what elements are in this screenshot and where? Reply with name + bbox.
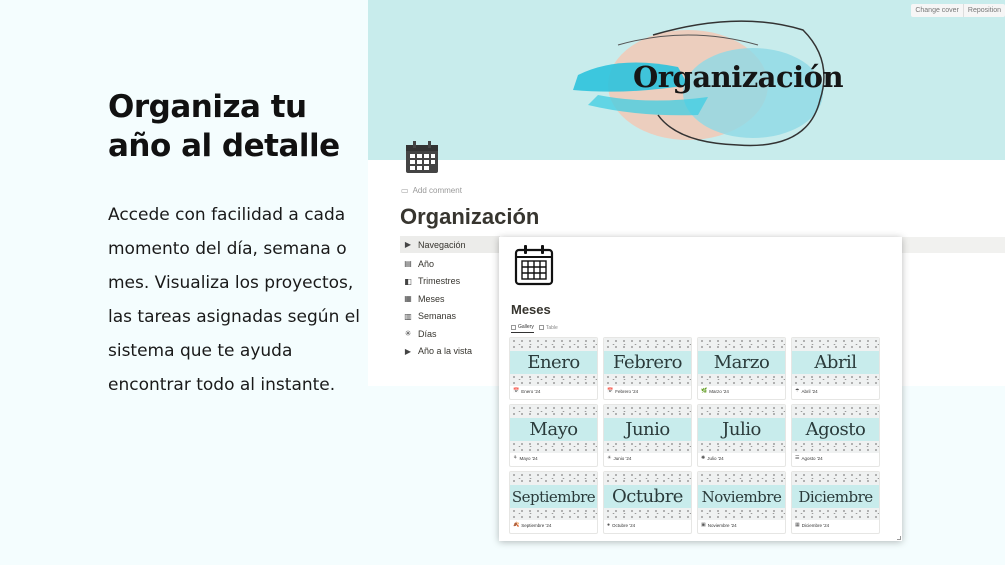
gallery-grid xyxy=(509,337,880,534)
card-cover-word: Febrero xyxy=(613,352,682,373)
calendar-icon: ▤ xyxy=(404,259,412,269)
card-title: Diciembre '24 xyxy=(801,522,830,528)
card-cover-word: Mayo xyxy=(529,419,578,440)
card-cover-word: Agosto xyxy=(805,419,866,440)
card-cover xyxy=(604,405,691,453)
gallery-card-noviembre[interactable] xyxy=(697,471,786,534)
gallery-card-febrero[interactable] xyxy=(603,337,692,400)
triangle-right-icon: ▶ xyxy=(404,346,412,356)
gallery-card-septiembre[interactable] xyxy=(509,471,598,534)
gallery-card-agosto[interactable] xyxy=(791,404,880,467)
card-title: Junio '24 xyxy=(613,455,632,461)
table-icon: ▥ xyxy=(404,311,412,321)
card-cover-word: Enero xyxy=(527,352,580,373)
card-title: Septiembre '24 xyxy=(521,522,552,528)
nav-item-trimestres[interactable] xyxy=(400,273,500,291)
gallery-card-mayo[interactable] xyxy=(509,404,598,467)
tab-gallery[interactable] xyxy=(511,324,534,333)
tab-table[interactable] xyxy=(539,324,558,333)
card-cover-word: Julio xyxy=(722,419,761,440)
nav-item-label: Año xyxy=(418,258,435,269)
card-cover xyxy=(698,405,785,453)
meses-page-preview xyxy=(499,237,902,541)
gallery-card-enero[interactable] xyxy=(509,337,598,400)
card-icon: ⚘ xyxy=(513,455,518,461)
gallery-icon xyxy=(511,325,516,330)
tab-label: Table xyxy=(545,324,558,331)
nav-item-label: Trimestres xyxy=(418,276,461,287)
card-cover xyxy=(604,472,691,520)
card-cover xyxy=(510,472,597,520)
reposition-button[interactable]: Reposition xyxy=(967,7,1001,14)
card-title: Julio '24 xyxy=(707,455,724,461)
card-cover-word: Junio xyxy=(625,419,670,440)
nav-item-ano[interactable] xyxy=(400,255,500,273)
nav-item-semanas[interactable] xyxy=(400,308,500,326)
gallery-card-junio[interactable] xyxy=(603,404,692,467)
card-icon: ✺ xyxy=(701,455,706,461)
card-cover xyxy=(510,405,597,453)
card-cover xyxy=(792,405,879,453)
add-comment-button[interactable] xyxy=(401,186,462,195)
card-icon: ☀ xyxy=(607,455,612,461)
card-cover xyxy=(510,338,597,386)
card-cover-word: Marzo xyxy=(713,352,770,373)
card-title: Mayo '24 xyxy=(519,455,538,461)
page-cover xyxy=(368,0,1005,160)
card-cover-word: Noviembre xyxy=(701,487,782,506)
card-title: Octubre '24 xyxy=(612,522,636,528)
card-icon: ● xyxy=(607,522,611,528)
nav-item-label: Días xyxy=(418,328,437,339)
card-cover-word: Septiembre xyxy=(511,487,596,506)
card-title: Agosto '24 xyxy=(801,455,823,461)
table-icon xyxy=(539,325,544,330)
card-icon: 📅 xyxy=(607,388,614,394)
promo-description: Accede con facilidad a cada momento del día, semana o mes. Visualiza los proyectos, las tareas asignadas según el sistema que te ayuda encontrar todo al instante. xyxy=(108,205,360,395)
card-cover xyxy=(604,338,691,386)
navigation-list xyxy=(400,236,500,360)
gallery-card-marzo[interactable] xyxy=(697,337,786,400)
promo-title: Organiza tu año al detalle xyxy=(108,89,340,164)
nav-item-navegacion[interactable] xyxy=(400,236,500,253)
card-icon: 📅 xyxy=(513,388,520,394)
card-icon: ☰ xyxy=(795,455,800,461)
card-title: Abril '24 xyxy=(801,388,818,394)
gallery-card-julio[interactable] xyxy=(697,404,786,467)
card-title: Febrero '24 xyxy=(615,388,639,394)
card-icon: ▣ xyxy=(701,522,706,528)
card-icon: 🌿 xyxy=(701,388,708,394)
triangle-right-icon: ▶ xyxy=(404,240,412,249)
card-cover xyxy=(792,338,879,386)
cover-title: Organización xyxy=(633,60,844,94)
nav-item-meses[interactable] xyxy=(400,290,500,308)
grid-calendar-icon: ▦ xyxy=(404,294,412,304)
database-title: Meses xyxy=(511,302,551,317)
card-title: Marzo '24 xyxy=(709,388,729,394)
tab-label: Gallery xyxy=(518,324,534,330)
view-tabs xyxy=(511,324,558,333)
gallery-card-abril[interactable] xyxy=(791,337,880,400)
gallery-card-diciembre[interactable] xyxy=(791,471,880,534)
folder-icon: ◧ xyxy=(404,276,412,286)
card-title: Enero '24 xyxy=(521,388,541,394)
nav-item-label: Año a la vista xyxy=(418,346,473,357)
card-cover-word: Octubre xyxy=(612,486,683,507)
nav-item-label: Navegación xyxy=(418,239,466,250)
card-cover xyxy=(698,338,785,386)
asterisk-icon: ✳ xyxy=(404,329,412,339)
card-title: Noviembre '24 xyxy=(707,522,737,528)
add-comment-label: Add comment xyxy=(412,186,462,195)
card-cover xyxy=(698,472,785,520)
card-cover-word: Diciembre xyxy=(798,487,873,506)
card-icon: ☂ xyxy=(795,388,800,394)
resize-handle-icon[interactable] xyxy=(897,536,901,540)
calendar-icon[interactable] xyxy=(405,140,439,174)
change-cover-button[interactable]: Change cover xyxy=(911,4,964,17)
gallery-card-octubre[interactable] xyxy=(603,471,692,534)
comment-icon: ▭ xyxy=(401,186,409,195)
card-cover-word: Abril xyxy=(814,352,857,373)
card-icon: 🍂 xyxy=(513,522,520,528)
cover-controls xyxy=(911,4,1005,17)
card-cover xyxy=(792,472,879,520)
nav-item-label: Meses xyxy=(418,293,445,304)
nav-item-ano-a-la-vista[interactable] xyxy=(400,343,500,361)
card-icon: ▦ xyxy=(795,522,800,528)
nav-item-label: Semanas xyxy=(418,311,457,322)
nav-item-dias[interactable] xyxy=(400,325,500,343)
page-title: Organización xyxy=(400,204,540,229)
calendar-outline-icon xyxy=(514,244,554,286)
